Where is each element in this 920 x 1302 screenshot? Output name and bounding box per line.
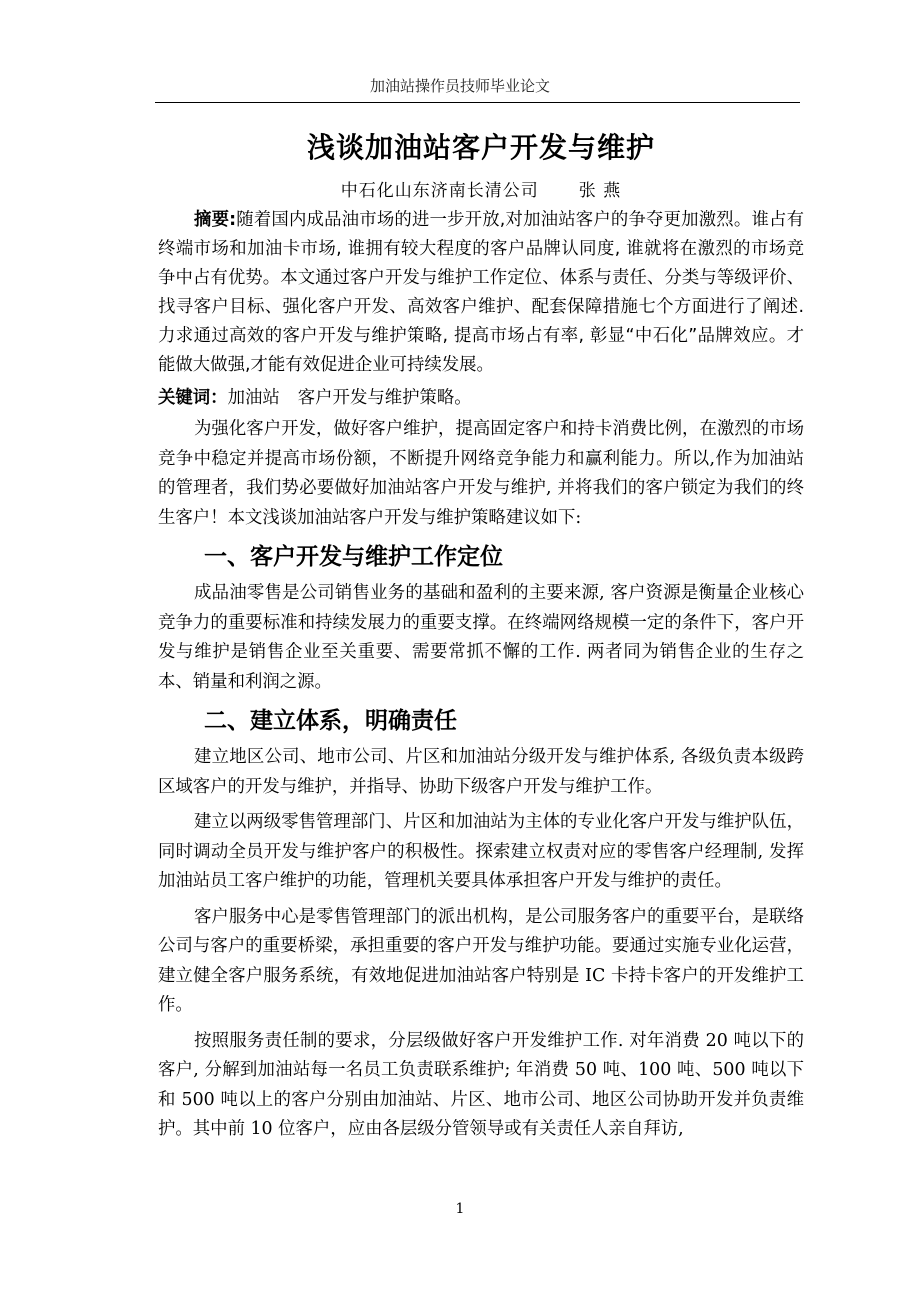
section-heading-1: 一、客户开发与维护工作定位 [204, 544, 503, 570]
section-1-paragraph-1: 成品油零售是公司销售业务的基础和盈利的主要来源, 客户资源是衡量企业核心竞争力的重要标准和持续发展力的重要支撑。在终端网络规模一定的条件下，客户开发与维护是销售企业至关重要、需要常抓不懈的工作. 两者同为销售企业的生存之本、销量和利润之源。 [158, 583, 804, 692]
author-company: 中石化山东济南长清公司 [340, 181, 539, 201]
document-title: 浅谈加油站客户开发与维护 [306, 131, 655, 164]
abstract-text: 随着国内成品油市场的进一步开放,对加油站客户的争夺更加激烈。谁占有终端市场和加油卡市场, 谁拥有较大程度的客户品牌认同度, 谁就将在激烈的市场竞争中占有优势。本文通过客户开发与维护工作定位、体系与责任、分类与等级评价、找寻客户目标、强化客户开发、高效客户维护、配套保障措施七个方面进行了阐述.力求通过高效的客户开发与维护策略, 提高市场占有率, 彰显“中石化”品牌效应。才能做大做强,才能有效促进企业可持续发展。 [158, 210, 804, 375]
keywords [158, 384, 804, 413]
running-header: 加油站操作员技师毕业论文 [369, 77, 550, 95]
keyword-2: 客户开发与维护策略。 [297, 388, 472, 408]
author-line [158, 178, 804, 204]
document-body [158, 128, 804, 1151]
section-2-paragraph-2: 建立以两级零售管理部门、片区和加油站为主体的专业化客户开发与维护队伍，同时调动全员开发与维护客户的积极性。探索建立权责对应的零售客户经理制, 发挥加油站员工客户维护的功能，管理机关要具体承担客户开发与维护的责任。 [158, 812, 804, 891]
keywords-label: 关键词： [158, 388, 228, 408]
page-number: 1 [455, 1201, 465, 1217]
abstract-label: 摘要: [194, 210, 237, 230]
section-2-paragraph-4: 按照服务责任制的要求，分层级做好客户开发维护工作. 对年消费 20 吨以下的客户, 分解到加油站每一名员工负责联系维护; 年消费 50 吨、100 吨、500 吨以下和 500 吨以上的客户分别由加油站、片区、地市公司、地区公司协助开发并负责维护。其中前 10 位客户，应由各层级分管领导或有关责任人亲自拜访, [158, 1030, 804, 1139]
abstract [158, 206, 804, 380]
section-2-paragraph-3: 客户服务中心是零售管理部门的派出机构，是公司服务客户的重要平台，是联络公司与客户的重要桥梁，承担重要的客户开发与维护功能。要通过实施专业化运营，建立健全客户服务系统，有效地促进加油站客户特别是 IC 卡持卡客户的开发维护工作。 [158, 906, 804, 1015]
keyword-1: 加油站 [227, 388, 280, 408]
header-rule [155, 102, 800, 103]
author-name: 张 燕 [578, 181, 622, 201]
intro-paragraph: 为强化客户开发，做好客户维护，提高固定客户和持卡消费比例，在激烈的市场竞争中稳定并提高市场份额，不断提升网络竞争能力和赢利能力。所以,作为加油站的管理者，我们势必要做好加油站客户开发与维护, 并将我们的客户锁定为我们的终生客户！本文浅谈加油站客户开发与维护策略建议如下: [158, 419, 804, 528]
section-2-paragraph-1: 建立地区公司、地市公司、片区和加油站分级开发与维护体系, 各级负责本级跨区域客户的开发与维护，并指导、协助下级客户开发与维护工作。 [158, 747, 804, 797]
section-heading-2: 二、建立体系，明确责任 [204, 708, 457, 734]
